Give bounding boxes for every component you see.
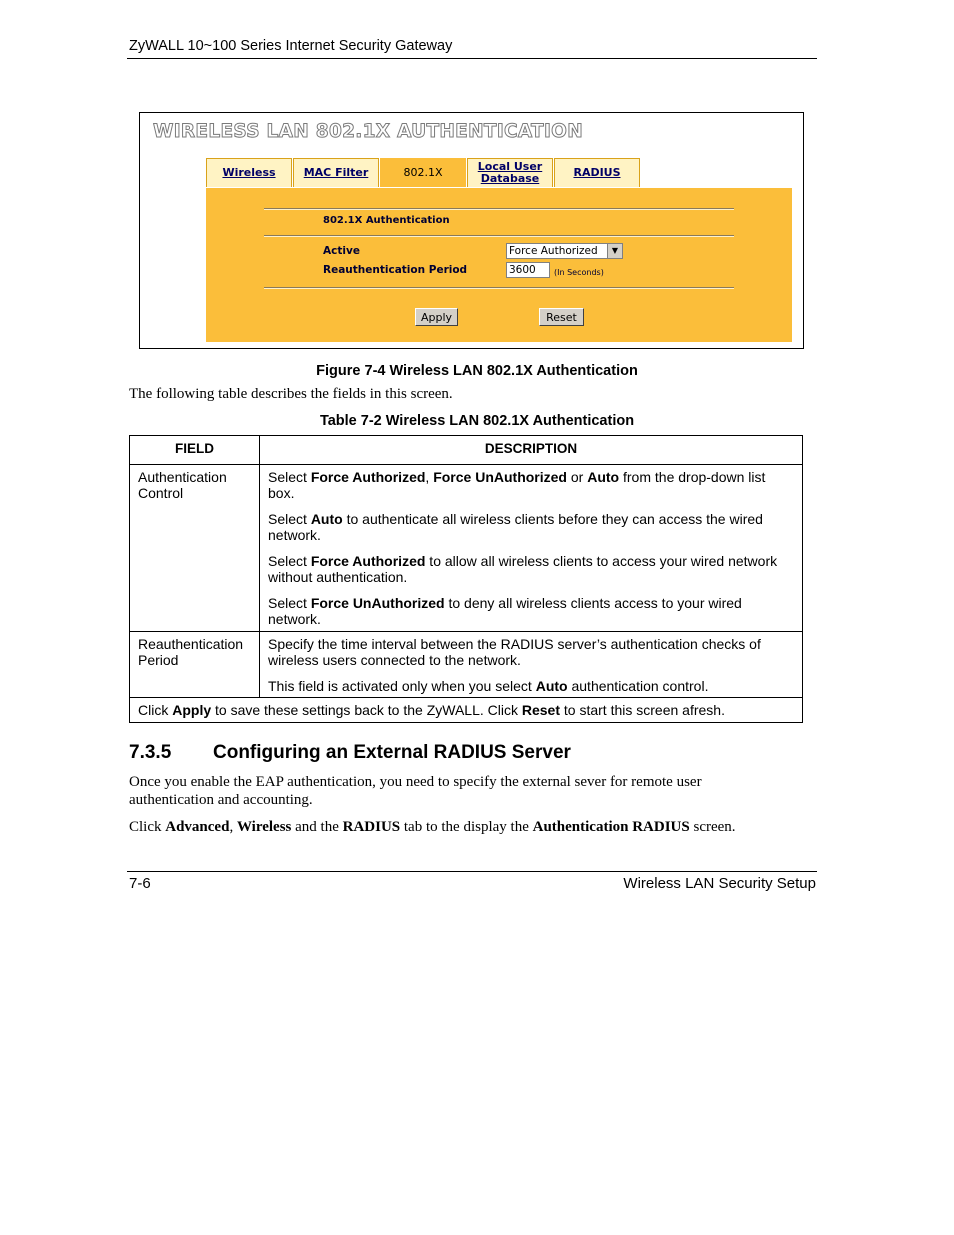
field-name: Reauthentication Period bbox=[130, 631, 260, 698]
description-paragraph: Specify the time interval between the RADIUS server’s authentication checks of wireless users connected to the network. bbox=[268, 635, 761, 668]
apply-button[interactable]: Apply bbox=[415, 308, 458, 326]
screen-title: WIRELESS LAN 802.1X AUTHENTICATION bbox=[153, 121, 583, 142]
table-caption: Table 7-2 Wireless LAN 802.1X Authentication bbox=[319, 413, 635, 429]
tab-local-user-database[interactable]: Local User Database bbox=[467, 158, 553, 187]
field-description bbox=[260, 631, 803, 698]
section-title: Configuring an External RADIUS Server bbox=[213, 742, 571, 763]
field-column-header: FIELD bbox=[130, 436, 260, 465]
section-label: 802.1X Authentication bbox=[323, 215, 450, 226]
reauth-period-label: Reauthentication Period bbox=[323, 264, 468, 276]
table-header-row bbox=[130, 436, 803, 465]
description-paragraph: Select Force Authorized to allow all wireless clients to access your wired network without authentication. bbox=[268, 552, 778, 585]
divider bbox=[264, 235, 734, 237]
table-footer-note: Click Apply to save these settings back to the ZyWALL. Click Reset to start this screen afresh. bbox=[130, 698, 803, 723]
divider bbox=[264, 208, 734, 210]
description-paragraph: This field is activated only when you select Auto authentication control. bbox=[268, 677, 709, 694]
tab-wireless[interactable]: Wireless bbox=[206, 158, 292, 187]
tab-bar bbox=[206, 158, 641, 188]
field-description bbox=[260, 464, 803, 631]
field-description-table bbox=[129, 435, 803, 723]
screenshot-figure bbox=[139, 112, 804, 349]
field-name: Authentication Control bbox=[130, 464, 260, 631]
chevron-down-icon[interactable]: ▼ bbox=[607, 244, 622, 258]
section-number: 7.3.5 bbox=[129, 742, 172, 763]
header-rule bbox=[127, 58, 817, 59]
table-footer-row bbox=[130, 698, 803, 723]
section-paragraph-2: Click Advanced, Wireless and the RADIUS tab to the display the Authentication RADIUS screen. bbox=[129, 819, 736, 835]
reauth-period-input[interactable]: 3600 bbox=[506, 262, 550, 278]
active-select-value: Force Authorized bbox=[509, 245, 598, 257]
description-paragraph: Select Force Authorized, Force UnAuthorized or Auto from the drop-down list box. bbox=[268, 468, 766, 501]
settings-panel bbox=[206, 188, 792, 342]
divider bbox=[264, 287, 734, 289]
tab-radius[interactable]: RADIUS bbox=[554, 158, 640, 187]
tab-mac-filter[interactable]: MAC Filter bbox=[293, 158, 379, 187]
footer-page-number: 7-6 bbox=[129, 875, 151, 892]
description-paragraph: Select Auto to authenticate all wireless clients before they can access the wired network. bbox=[268, 510, 763, 543]
active-label: Active bbox=[323, 245, 360, 257]
description-column-header: DESCRIPTION bbox=[260, 436, 803, 465]
intro-text: The following table describes the fields in this screen. bbox=[129, 386, 453, 402]
section-heading bbox=[129, 742, 571, 764]
reauth-period-hint: (In Seconds) bbox=[554, 268, 604, 277]
tab-802-1x[interactable]: 802.1X bbox=[380, 158, 466, 187]
footer-rule bbox=[127, 871, 817, 872]
table-row bbox=[130, 464, 803, 631]
section-paragraph-1: Once you enable the EAP authentication, you need to specify the external sever for remote user authentication and accounting. bbox=[129, 774, 702, 808]
figure-caption: Figure 7-4 Wireless LAN 802.1X Authentication bbox=[316, 363, 638, 379]
footer-chapter-title: Wireless LAN Security Setup bbox=[623, 875, 816, 892]
page-header-title: ZyWALL 10~100 Series Internet Security Gateway bbox=[129, 38, 453, 54]
active-select[interactable] bbox=[506, 243, 623, 259]
description-paragraph: Select Force UnAuthorized to deny all wireless clients access to your wired network. bbox=[268, 594, 742, 627]
table-row bbox=[130, 631, 803, 698]
reset-button[interactable]: Reset bbox=[539, 308, 584, 326]
